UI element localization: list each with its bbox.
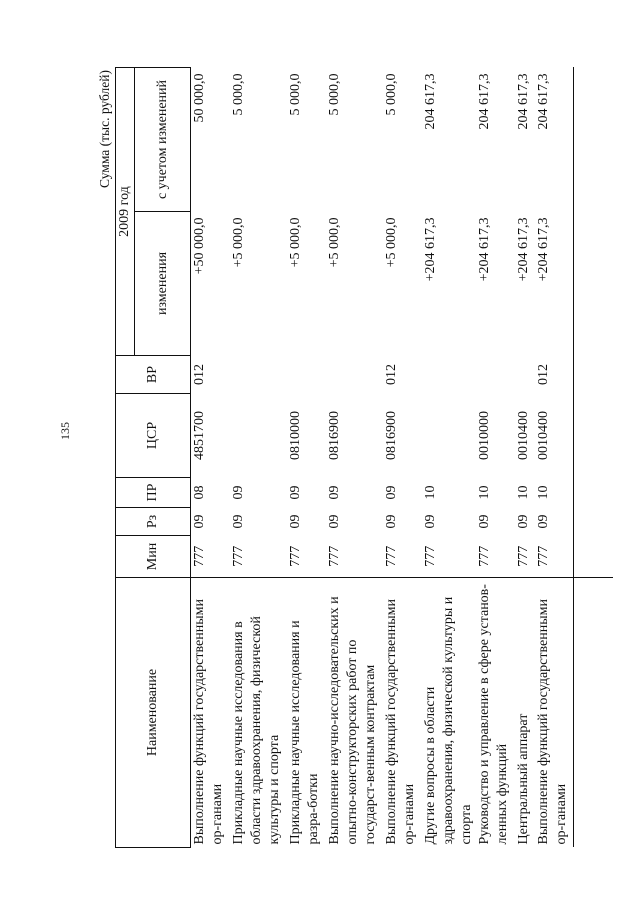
- header-rz: Рз: [116, 508, 191, 536]
- row-rz: 09: [422, 514, 438, 529]
- row-total: 5 000,0: [230, 73, 246, 116]
- row-total: 5 000,0: [326, 73, 342, 116]
- row-name: Выполнение функций государственными ор-ганами: [191, 578, 230, 848]
- row-vr: 012: [383, 364, 399, 385]
- row-change: +5 000,0: [383, 217, 399, 268]
- page-number: 135: [58, 422, 72, 440]
- row-vr: [326, 356, 383, 394]
- table-row: [535, 68, 574, 848]
- row-pr: 09: [287, 485, 303, 500]
- header-vr: ВР: [116, 356, 191, 394]
- row-csr: 0010400: [535, 411, 551, 460]
- row-name: Выполнение функций государственными ор-ганами: [383, 578, 422, 848]
- budget-table: [115, 67, 613, 848]
- row-rz: 09: [515, 514, 531, 529]
- table-row: [326, 68, 383, 848]
- row-min: 777: [383, 545, 399, 567]
- table-row: [422, 68, 476, 848]
- row-vr: [476, 356, 515, 394]
- row-csr: 0010000: [476, 411, 492, 460]
- row-pr: 08: [192, 485, 207, 500]
- row-total: 204 617,3: [422, 73, 438, 130]
- row-pr: 09: [230, 485, 246, 500]
- row-change: +50 000,0: [192, 217, 207, 275]
- row-change: +204 617,3: [476, 217, 492, 282]
- row-name: Руководство и управление в сфере установ-ленных функций: [476, 578, 515, 848]
- row-total: 204 617,3: [476, 73, 492, 130]
- row-name: Выполнение научно-исследовательских и опытно-конструкторских работ по государст-венным контрактам: [326, 578, 383, 848]
- header-min: Мин: [116, 536, 191, 578]
- header-changes: изменения: [135, 212, 191, 356]
- row-rz: 09: [230, 514, 246, 529]
- row-pr: 09: [326, 485, 342, 500]
- row-rz: 09: [535, 514, 551, 529]
- row-pr: 10: [515, 485, 531, 500]
- row-csr: 0816900: [383, 411, 399, 460]
- row-csr: 0010400: [515, 411, 531, 460]
- row-min: 777: [535, 545, 551, 567]
- row-total: 5 000,0: [287, 73, 303, 116]
- table-row: [383, 68, 422, 848]
- row-name: Прикладные научные исследования в области здравоохранения, физической культуры и спорта: [230, 578, 287, 848]
- row-name: Прикладные научные исследования и разра-ботки: [287, 578, 326, 848]
- row-pr: 10: [535, 485, 551, 500]
- row-total: 204 617,3: [515, 73, 531, 130]
- row-rz: 09: [383, 514, 399, 529]
- row-rz: 09: [326, 514, 342, 529]
- header-pr: ПР: [116, 478, 191, 508]
- row-vr: 012: [535, 364, 551, 385]
- table-row: [230, 68, 287, 848]
- row-name: Другие вопросы в области здравоохранения, физической культуры и спорта: [422, 578, 476, 848]
- table-row: [515, 68, 535, 848]
- row-change: +204 617,3: [535, 217, 551, 282]
- row-total: 5 000,0: [383, 73, 399, 116]
- row-pr: 09: [383, 485, 399, 500]
- row-min: 777: [515, 545, 531, 567]
- row-min: 777: [230, 545, 246, 567]
- row-name: Выполнение функций государственными ор-ганами: [535, 578, 574, 848]
- row-name: Центральный аппарат: [515, 578, 535, 848]
- table-row: [287, 68, 326, 848]
- row-vr: [230, 356, 287, 394]
- row-rz: 09: [192, 514, 207, 529]
- row-vr: [515, 356, 535, 394]
- row-rz: 09: [287, 514, 303, 529]
- row-csr: 4851700: [192, 411, 207, 460]
- header-year: 2009 год: [116, 68, 135, 356]
- row-total: 204 617,3: [535, 73, 551, 130]
- row-total: 50 000,0: [192, 73, 207, 123]
- row-change: +204 617,3: [515, 217, 531, 282]
- row-csr: [422, 394, 476, 478]
- table-bottom-rule: [574, 68, 613, 848]
- header-name: Наименование: [116, 578, 191, 848]
- row-min: 777: [287, 545, 303, 567]
- row-min: 777: [326, 545, 342, 567]
- row-min: 777: [476, 545, 492, 567]
- row-pr: 10: [422, 485, 438, 500]
- budget-table-page: [95, 68, 569, 848]
- row-vr: [422, 356, 476, 394]
- row-rz: 09: [476, 514, 492, 529]
- row-pr: 10: [476, 485, 492, 500]
- row-csr: 0810000: [287, 411, 303, 460]
- row-vr: [287, 356, 326, 394]
- row-min: 777: [192, 545, 207, 567]
- header-with-changes: с учетом изменений: [135, 68, 191, 212]
- row-change: +5 000,0: [326, 217, 342, 268]
- row-vr: 012: [192, 364, 207, 385]
- table-row: [476, 68, 515, 848]
- row-change: +5 000,0: [230, 217, 246, 268]
- row-csr: [230, 394, 287, 478]
- row-min: 777: [422, 545, 438, 567]
- table-row: [191, 68, 230, 848]
- row-csr: 0816900: [326, 411, 342, 460]
- header-csr: ЦСР: [116, 394, 191, 478]
- row-change: +5 000,0: [287, 217, 303, 268]
- row-change: +204 617,3: [422, 217, 438, 282]
- units-caption: Сумма (тыс. рублей): [97, 70, 112, 188]
